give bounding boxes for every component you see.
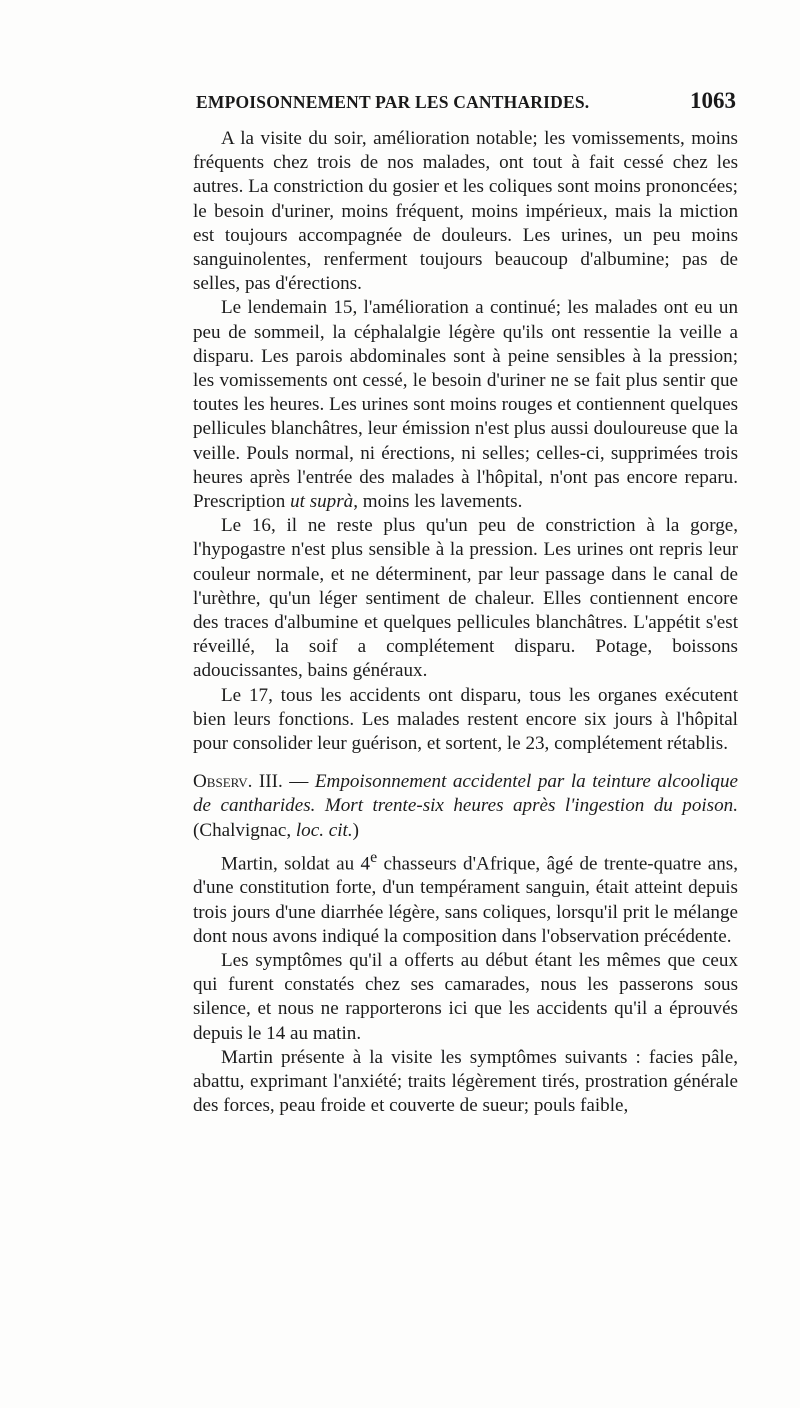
paragraph-day-15 [193,296,738,514]
observation-label: Observ. III. [193,771,283,793]
ordinal-superscript: e [370,848,378,866]
observation-source-close: ) [352,819,359,841]
observation-dash: — [282,771,315,793]
paragraph-symptoms-start: Les symptômes qu'il a offerts au début étant les mêmes que ceux qui furent constatés chez ses camarades, nous les passerons sous silence, et nous ne rapporterons ici que les accidents qu'il a éprouvés depuis le 14 au matin. [193,950,738,1044]
paragraph-day-17: Le 17, tous les accidents ont disparu, tous les organes exécutent bien leurs fonctions. Les malades restent encore six jours à l'hôpital pour consolider leur guérison, et sortent, le 23, complétement rétablis. [193,684,738,755]
page-number: 1063 [690,88,736,113]
observation-heading [193,770,738,843]
paragraph-day-15-end: , moins les lavements. [353,491,523,513]
paragraph-martin-visit: Martin présente à la visite les symptômes suivants : facies pâle, abattu, exprimant l'anxiété; traits légèrement tirés, prostration générale des forces, peau froide et couverte de sueur; pouls faible, [193,1046,738,1117]
paragraph-martin-rest: chasseurs d'Afrique, âgé de trente-quatre ans, d'une constitution forte, d'un tempérament sanguin, était atteint depuis trois jours d'une diarrhée légère, sans coliques, lorsqu'il prit le mélange dont nous avons indiqué la composition dans l'observation précédente. [193,853,738,947]
observation-title: Empoisonnement accidentel par la teinture alcoolique de cantharides. Mort trente-six heures après l'ingestion du poison. [193,771,738,817]
running-head: EMPOISONNEMENT PAR LES CANTHARIDES. [196,92,590,112]
page-header [196,88,736,118]
paragraph-day-16: Le 16, il ne reste plus qu'un peu de constriction à la gorge, l'hypogastre n'est plus sensible à la pression. Les urines ont repris leur couleur normale, et ne déterminent, par leur passage dans le canal de l'urèthre, qu'un léger sentiment de chaleur. Elles contiennent encore des traces d'albumine et quelques pellicules blanchâtres. L'appétit s'est réveillé, la soif a complétement disparu. Potage, boissons adoucissantes, bains généraux. [193,515,738,682]
paragraph-evening-visit: A la visite du soir, amélioration notable; les vomissements, moins fréquents chez trois de nos malades, ont tout à fait cessé chez les autres. La constriction du gosier et les coliques sont moins prononcées; le besoin d'uriner, moins fréquent, moins impérieux, mais la miction est toujours accompagnée de douleurs. Les urines, un peu moins sanguinolentes, renferment toujours beaucoup d'albumine; pas de selles, pas d'érections. [193,128,738,295]
paragraph-day-15-text: Le lendemain 15, l'amélioration a continué; les malades ont eu un peu de sommeil, la céphalalgie légère qu'ils ont ressentie la veille a disparu. Les parois abdominales sont à peine sensibles à la pression; les vomissements ont cessé, le besoin d'uriner ne se fait plus sentir que toutes les heures. Les urines sont moins rouges et contiennent quelques pellicules blanchâtres, leur émission n'est plus aussi douloureuse que la veille. Pouls normal, ni érections, ni selles; celles-ci, supprimées trois heures après l'entrée des malades à l'hôpital, n'ont pas encore reparu. Prescription [193,297,738,513]
observation-source-open: (Chalvignac, [193,819,296,841]
body-text [193,127,738,1118]
paragraph-martin-intro [193,846,738,949]
observation-source-italic: loc. cit. [295,819,353,841]
paragraph-martin-start: Martin, soldat au 4 [221,853,371,875]
prescription-italic: ut suprà [290,491,354,513]
